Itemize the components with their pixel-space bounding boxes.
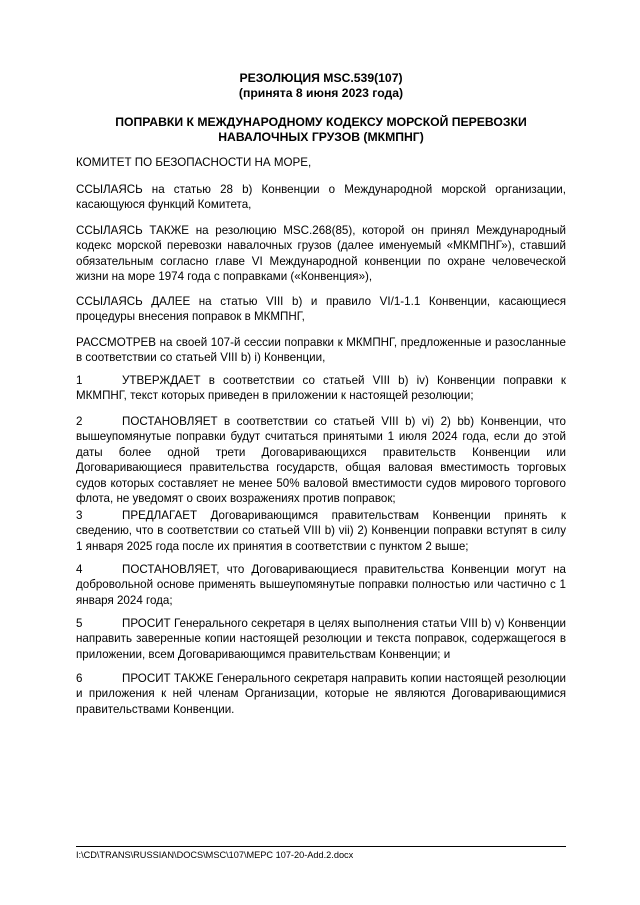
item-text: ПОСТАНОВЛЯЕТ в соответствии со статьей VIII b) vi) 2) bb) Конвенции, что вышеупомянутые поправки будут считаться принятыми 1 июля 2024 года, если до этой даты более одной трети Договаривающихся правительств Конвенции или Договаривающиеся правительства государств, общая валовая вместимость торговых судов которых составляет не менее 50% валовой вместимости судов мирового торгового флота, не уведомят о своих возражениях против поправок; bbox=[76, 415, 566, 506]
resolution-subtitle bbox=[76, 115, 566, 145]
item-number: 4 bbox=[76, 563, 83, 576]
preamble-paragraph-1: ССЫЛАЯСЬ на статью 28 b) Конвенции о Международной морской организации, касающуюся функций Комитета, bbox=[76, 183, 566, 212]
item-number: 1 bbox=[76, 374, 83, 387]
subtitle-line-1: ПОПРАВКИ К МЕЖДУНАРОДНОМУ КОДЕКСУ МОРСКОЙ ПЕРЕВОЗКИ bbox=[115, 115, 527, 129]
item-text: ПРОСИТ ТАКЖЕ Генерального секретаря направить копии настоящей резолюции и приложения к ней членам Организации, которые не являются Договаривающимися правительствами Конвенции. bbox=[76, 672, 566, 716]
footer-divider bbox=[76, 846, 566, 847]
footer-file-path: I:\CD\TRANS\RUSSIAN\DOCS\MSC\107\MEPC 107-20-Add.2.docx bbox=[76, 850, 354, 860]
item-number: 3 bbox=[76, 509, 83, 522]
item-number: 5 bbox=[76, 617, 83, 630]
resolution-title bbox=[76, 71, 566, 101]
subtitle-line-2: НАВАЛОЧНЫХ ГРУЗОВ (МКМПНГ) bbox=[218, 129, 424, 144]
committee-line: КОМИТЕТ ПО БЕЗОПАСНОСТИ НА МОРЕ, bbox=[76, 156, 312, 169]
title-line-2: (принята 8 июня 2023 года) bbox=[238, 85, 404, 100]
item-number: 2 bbox=[76, 415, 83, 428]
item-text: УТВЕРЖДАЕТ в соответствии со статьей VIII b) iv) Конвенции поправки к МКМПНГ, текст которых приведен в приложении к настоящей резолюции; bbox=[76, 374, 566, 403]
item-text: ПРЕДЛАГАЕТ Договаривающимся правительствам Конвенции принять к сведению, что в соответствии со статьей VIII b) vii) 2) Конвенции поправки вступят в силу 1 января 2025 года после их принятия в соответствии с пунктом 2 выше; bbox=[76, 509, 566, 553]
item-text: ПРОСИТ Генерального секретаря в целях выполнения статьи VIII b) v) Конвенции направить заверенные копии настоящей резолюции и текста поправок, содержащегося в приложении, всем Договаривающимся правительствам Конвенции; и bbox=[76, 617, 566, 661]
title-line-1: РЕЗОЛЮЦИЯ MSC.539(107) bbox=[239, 71, 403, 85]
preamble-paragraph-3: ССЫЛАЯСЬ ДАЛЕЕ на статью VIII b) и правило VI/1-1.1 Конвенции, касающиеся процедуры внесения поправок в МКМПНГ, bbox=[76, 295, 566, 324]
item-number: 6 bbox=[76, 672, 83, 685]
preamble-paragraph-4: РАССМОТРЕВ на своей 107-й сессии поправки к МКМПНГ, предложенные и разосланные в соответствии со статьей VIII b) i) Конвенции, bbox=[76, 336, 566, 365]
preamble-paragraph-2: ССЫЛАЯСЬ ТАКЖЕ на резолюцию MSC.268(85), которой он принял Международный кодекс морской перевозки навалочных грузов (далее именуемый «МКМПНГ»), ставший обязательным согласно главе VI Международной конвенции по охране человеческой жизни на море 1974 года с поправками («Конвенция»), bbox=[76, 224, 566, 284]
item-text: ПОСТАНОВЛЯЕТ, что Договаривающиеся правительства Конвенции могут на добровольной основе применять вышеупомянутые поправки полностью или частично с 1 января 2024 года; bbox=[76, 563, 566, 607]
